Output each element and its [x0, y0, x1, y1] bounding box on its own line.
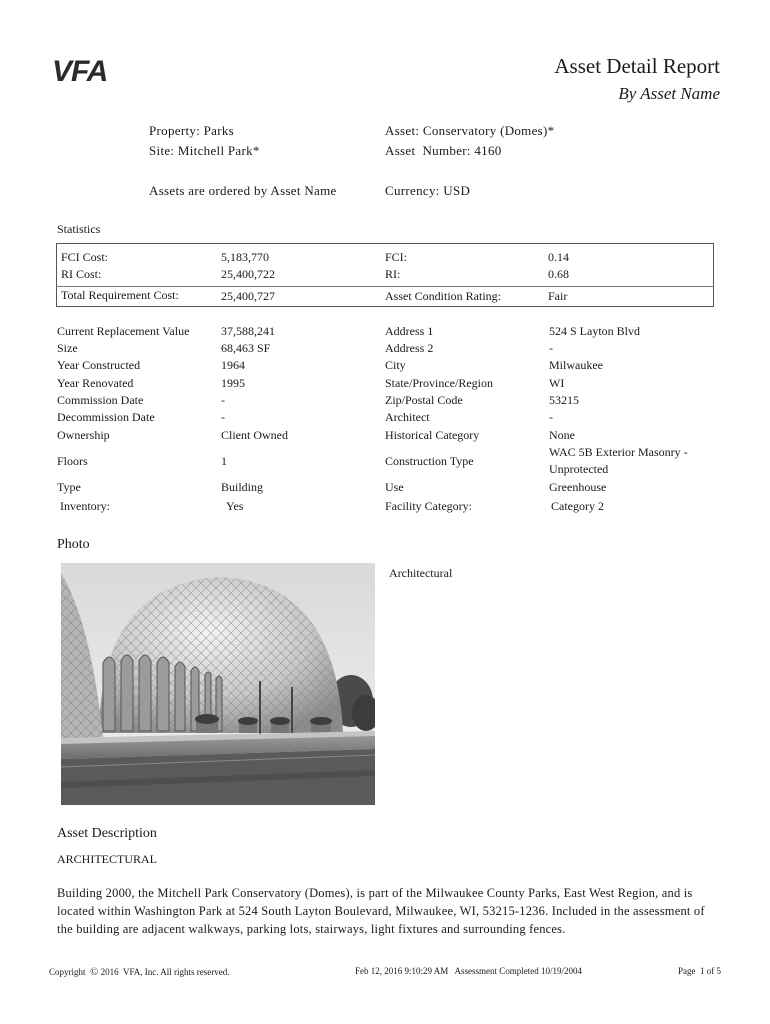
detail-value: - — [549, 410, 553, 424]
site-value: Mitchell Park* — [177, 143, 260, 158]
detail-label: Ownership — [57, 428, 110, 442]
detail-label: Address 2 — [385, 341, 434, 355]
asset-number-label: Asset Number: — [385, 143, 471, 158]
footer-date: Feb 12, 2016 9:10:29 AM — [355, 966, 449, 976]
footer-copyright — [49, 966, 230, 978]
property-label: Property: — [149, 123, 201, 138]
detail-value: Greenhouse — [549, 480, 607, 494]
ri-value: 0.68 — [548, 267, 569, 281]
detail-label: City — [385, 358, 406, 372]
detail-label: Commission Date — [57, 393, 144, 407]
detail-value: None — [549, 428, 575, 442]
total-req-label: Total Requirement Cost: — [61, 288, 179, 302]
property-line — [149, 123, 234, 139]
order-note: Assets are ordered by Asset Name — [149, 183, 337, 198]
detail-label: Architect — [385, 410, 430, 424]
photo-heading: Photo — [57, 537, 90, 552]
asset-value: Conservatory (Domes)* — [422, 123, 555, 138]
footer-timestamp — [355, 966, 582, 976]
copyright-icon: © — [90, 966, 99, 978]
detail-value: 1964 — [221, 358, 245, 372]
detail-label: Size — [57, 341, 78, 355]
detail-label: Current Replacement Value — [57, 324, 190, 338]
fci-cost-value: 5,183,770 — [221, 250, 269, 264]
detail-value: Client Owned — [221, 428, 288, 442]
asset-label: Asset: — [385, 123, 420, 138]
detail-label: Inventory: — [60, 499, 110, 513]
detail-value: 37,588,241 — [221, 324, 275, 338]
description-text: Building 2000, the Mitchell Park Conservatory (Domes), is part of the Milwaukee County Parks, East West Region, and is located within Washington Park at 524 South Layton Boulevard, Milwaukee, WI, 53215-1236. Included in the assessment of the building are adjacent walkways, parking lots, stairways, light fixtures and surrounding fences. — [57, 886, 705, 936]
copyright-label: Copyright — [49, 967, 86, 977]
detail-value: - — [549, 341, 553, 355]
site-line — [149, 143, 260, 159]
asset-number-line — [385, 143, 502, 159]
statistics-divider — [56, 286, 714, 287]
detail-value: 53215 — [549, 393, 579, 407]
detail-value: WI — [549, 376, 565, 390]
detail-value: Yes — [226, 499, 244, 513]
asset-number-value: 4160 — [474, 143, 502, 158]
vfa-logo: VFA — [52, 55, 108, 88]
copyright-text: 2016 VFA, Inc. All rights reserved. — [100, 967, 230, 977]
detail-label: Type — [57, 480, 81, 494]
detail-label: Decommission Date — [57, 410, 155, 424]
report-title: Asset Detail Report — [554, 54, 720, 78]
detail-value: - — [221, 393, 225, 407]
detail-value: Milwaukee — [549, 358, 603, 372]
currency-label: Currency: — [385, 183, 440, 198]
detail-label: Year Renovated — [57, 376, 134, 390]
detail-value: 1 — [221, 454, 227, 468]
page-number: Page 1 of 5 — [678, 966, 721, 976]
detail-label: Zip/Postal Code — [385, 393, 463, 407]
detail-value-continued: Unprotected — [549, 462, 609, 476]
detail-label: Address 1 — [385, 324, 434, 338]
detail-value: - — [221, 410, 225, 424]
statistics-heading: Statistics — [57, 222, 101, 236]
fci-value: 0.14 — [548, 250, 569, 264]
detail-label: Facility Category: — [385, 499, 472, 513]
description-heading: Asset Description — [57, 826, 157, 841]
detail-label: Year Constructed — [57, 358, 141, 372]
photo-caption: Architectural — [389, 566, 453, 580]
detail-label: Use — [385, 480, 404, 494]
description-category: ARCHITECTURAL — [57, 852, 157, 866]
fci-cost-label: FCI Cost: — [61, 250, 109, 264]
detail-value: Category 2 — [551, 499, 604, 513]
footer-assessment: Assessment Completed 10/19/2004 — [454, 966, 583, 976]
detail-value: 1995 — [221, 376, 245, 390]
ri-cost-label: RI Cost: — [61, 267, 102, 281]
detail-label: Construction Type — [385, 454, 474, 468]
detail-value: Building — [221, 480, 264, 494]
detail-value: 524 S Layton Blvd — [549, 324, 641, 338]
detail-label: Historical Category — [385, 428, 480, 442]
report-subtitle: By Asset Name — [618, 84, 720, 103]
asset-line — [385, 123, 554, 139]
detail-label: Floors — [57, 454, 88, 468]
property-value: Parks — [203, 123, 235, 138]
currency-value: USD — [443, 183, 471, 198]
detail-value: 68,463 SF — [221, 341, 271, 355]
condition-label: Asset Condition Rating: — [385, 289, 502, 303]
condition-value: Fair — [548, 289, 568, 303]
asset-photo — [61, 563, 375, 805]
ri-label: RI: — [385, 267, 401, 281]
detail-value: WAC 5B Exterior Masonry - — [549, 445, 688, 459]
currency-line — [385, 183, 470, 199]
total-req-value: 25,400,727 — [221, 289, 275, 303]
ri-cost-value: 25,400,722 — [221, 267, 275, 281]
fci-label: FCI: — [385, 250, 408, 264]
site-label: Site: — [149, 143, 175, 158]
detail-label: State/Province/Region — [385, 376, 493, 390]
